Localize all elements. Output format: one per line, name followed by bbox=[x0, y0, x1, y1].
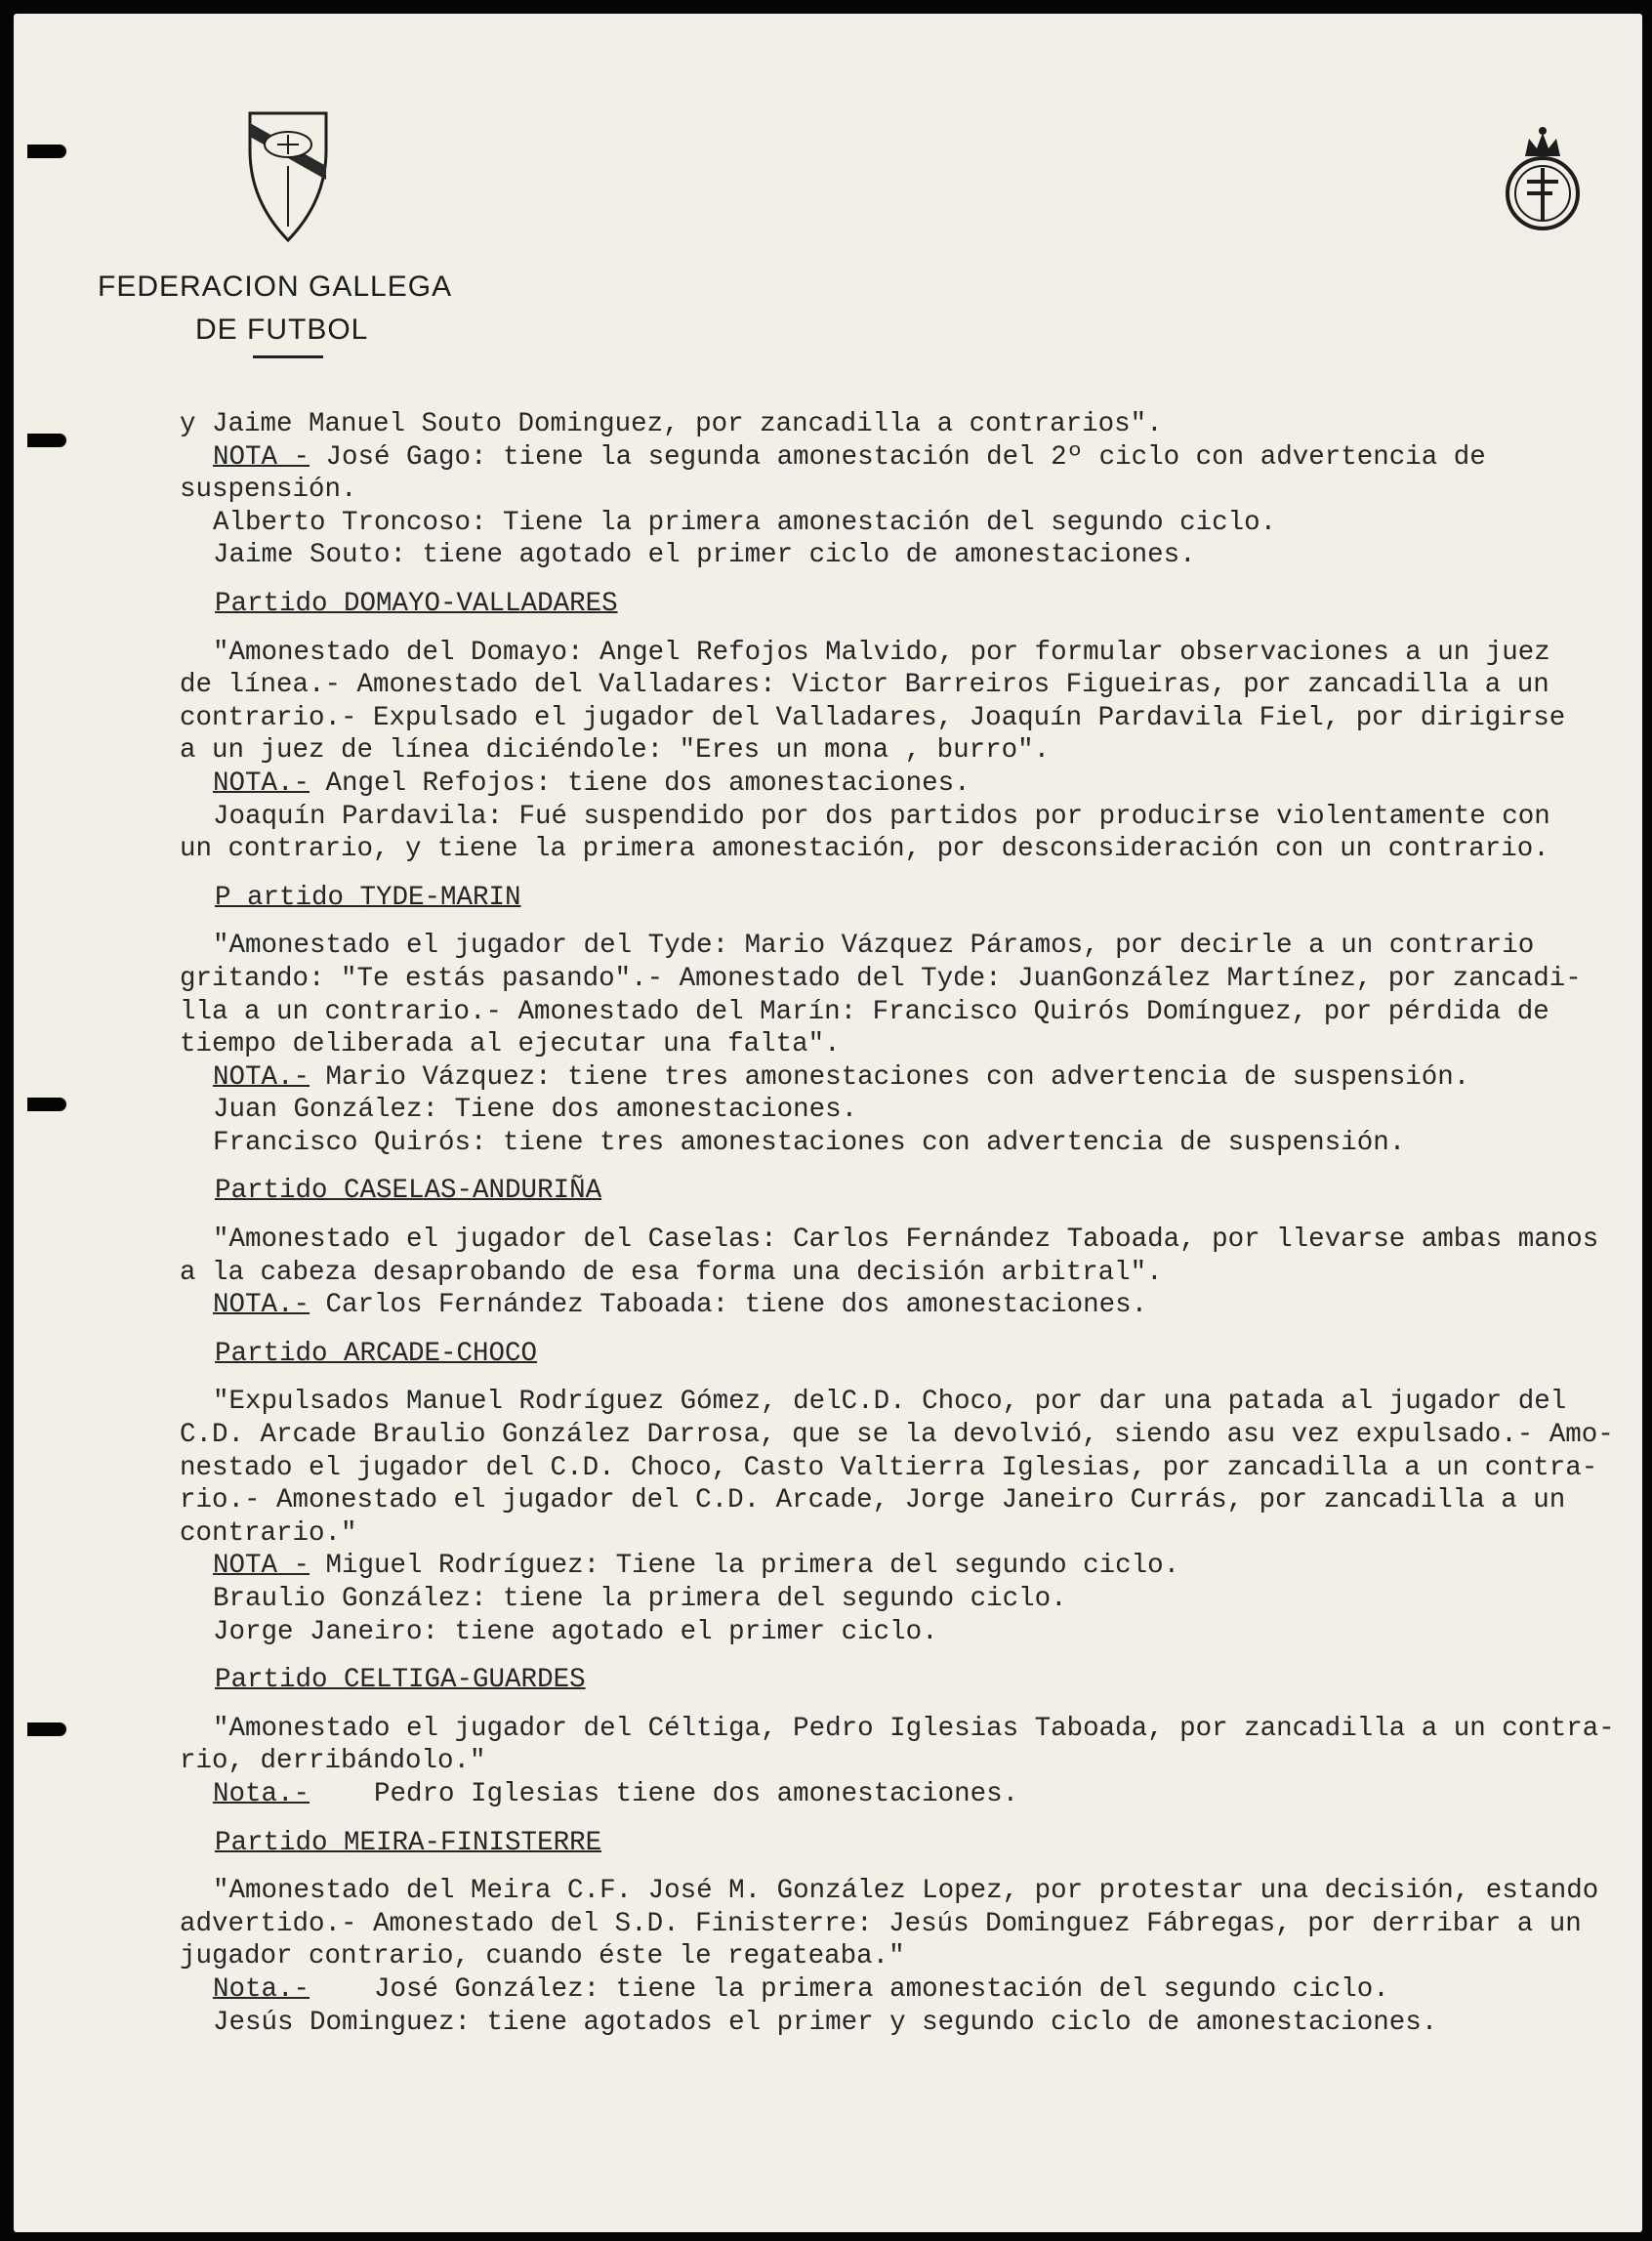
text-line: gritando: "Te estás pasando".- Amonestado del Tyde: JuanGonzález Martínez, por zancadi- bbox=[180, 963, 1582, 994]
text-line: un contrario, y tiene la primera amonestación, por desconsideración con un contrario. bbox=[180, 834, 1549, 865]
text-line: "Amonestado el jugador del Caselas: Carlos Fernández Taboada, por llevarse ambas manos bbox=[213, 1224, 1599, 1256]
document-body bbox=[180, 408, 1625, 2039]
match-teams: TYDE-MARIN bbox=[359, 882, 521, 913]
match-teams: DOMAYO-VALLADARES bbox=[344, 588, 618, 619]
text-line: Jesús Dominguez: tiene agotados el primer y segundo ciclo de amonestaciones. bbox=[213, 2007, 1438, 2038]
nota-text: Carlos Fernández Taboada: tiene dos amonestaciones. bbox=[310, 1290, 1148, 1321]
text-line: C.D. Arcade Braulio González Darrosa, que se la devolvió, siendo asu vez expulsado.- Amo- bbox=[180, 1420, 1614, 1451]
federation-name bbox=[98, 266, 488, 352]
text-line: rio, derribándolo." bbox=[180, 1746, 486, 1777]
text-line: Juan González: Tiene dos amonestaciones. bbox=[213, 1095, 858, 1126]
text-line: suspensión. bbox=[180, 475, 357, 506]
federation-name-line-2: DE FUTBOL bbox=[195, 313, 369, 346]
text-line: "Amonestado del Meira C.F. José M. González Lopez, por protestar una decisión, estando bbox=[213, 1876, 1599, 1907]
document-page bbox=[14, 14, 1642, 2232]
nota-line bbox=[180, 1061, 1625, 1095]
match-teams: CELTIGA-GUARDES bbox=[344, 1665, 586, 1696]
match-heading bbox=[180, 882, 1625, 915]
match-teams: ARCADE-CHOCO bbox=[344, 1338, 538, 1369]
nota-text: Pedro Iglesias tiene dos amonestaciones. bbox=[310, 1778, 1019, 1809]
match-heading-text: Partido bbox=[215, 1827, 345, 1858]
match-heading bbox=[180, 1175, 1625, 1208]
text-line: contrario." bbox=[180, 1517, 357, 1549]
text-line: Braulio González: tiene la primera del segundo ciclo. bbox=[213, 1584, 1067, 1614]
nota-text: Miguel Rodríguez: Tiene la primera del segundo ciclo. bbox=[310, 1551, 1180, 1582]
text-line: tiempo deliberada al ejecutar una falta". bbox=[180, 1029, 841, 1060]
nota-label: Nota.- bbox=[213, 1973, 310, 2005]
spanish-federation-emblem bbox=[1502, 125, 1584, 236]
text-line: a la cabeza desaprobando de esa forma una decisión arbitral". bbox=[180, 1257, 1163, 1288]
text-line: Francisco Quirós: tiene tres amonestaciones con advertencia de suspensión. bbox=[213, 1127, 1406, 1158]
nota-text: José González: tiene la primera amonestación del segundo ciclo. bbox=[310, 1973, 1389, 2005]
match-heading-text: Partido bbox=[215, 588, 345, 619]
text-line: Alberto Troncoso: Tiene la primera amonestación del segundo ciclo. bbox=[213, 507, 1277, 538]
nota-label: NOTA.- bbox=[213, 768, 310, 799]
federation-shield-logo bbox=[244, 107, 332, 244]
nota-text: Angel Refojos: tiene dos amonestaciones. bbox=[310, 768, 971, 799]
text-line: "Expulsados Manuel Rodríguez Gómez, delC.D. Choco, por dar una patada al jugador del bbox=[213, 1387, 1567, 1418]
nota-line bbox=[180, 441, 1625, 475]
match-heading bbox=[180, 1827, 1625, 1860]
binder-hole bbox=[27, 1722, 66, 1736]
header-divider bbox=[253, 355, 323, 358]
nota-label: NOTA - bbox=[213, 1551, 310, 1582]
match-heading bbox=[180, 1664, 1625, 1697]
match-heading bbox=[180, 1338, 1625, 1371]
nota-line bbox=[180, 1289, 1625, 1322]
match-heading-text: Partido bbox=[215, 1176, 345, 1207]
nota-label: NOTA - bbox=[213, 441, 310, 473]
match-heading-text: Partido bbox=[215, 1338, 345, 1369]
match-teams: MEIRA-FINISTERRE bbox=[344, 1827, 602, 1858]
binder-hole bbox=[27, 1098, 66, 1111]
nota-line bbox=[180, 1973, 1625, 2007]
match-heading bbox=[180, 588, 1625, 621]
text-line: Joaquín Pardavila: Fué suspendido por dos partidos por producirse violentamente con bbox=[213, 801, 1550, 832]
nota-label: NOTA.- bbox=[213, 1061, 310, 1093]
binder-hole bbox=[27, 145, 66, 158]
text-line: advertido.- Amonestado del S.D. Finisterre: Jesús Dominguez Fábregas, por derribar a un bbox=[180, 1908, 1582, 1939]
nota-label: NOTA.- bbox=[213, 1290, 310, 1321]
match-heading-text: P artido bbox=[215, 882, 360, 913]
text-line: lla a un contrario.- Amonestado del Marín: Francisco Quirós Domínguez, por pérdida de bbox=[180, 996, 1549, 1027]
text-line: "Amonestado del Domayo: Angel Refojos Malvido, por formular observaciones a un juez bbox=[213, 637, 1550, 668]
text-line: y Jaime Manuel Souto Dominguez, por zancadilla a contrarios". bbox=[180, 409, 1163, 439]
text-line: Jorge Janeiro: tiene agotado el primer ciclo. bbox=[213, 1616, 938, 1647]
text-line: Jaime Souto: tiene agotado el primer ciclo de amonestaciones. bbox=[213, 540, 1196, 571]
federation-name-line-1: FEDERACION GALLEGA bbox=[98, 270, 453, 303]
nota-line bbox=[180, 1778, 1625, 1811]
text-line: "Amonestado el jugador del Céltiga, Pedro Iglesias Taboada, por zancadilla a un contra- bbox=[213, 1713, 1615, 1744]
text-line: jugador contrario, cuando éste le regateaba." bbox=[180, 1941, 905, 1972]
text-line: nestado el jugador del C.D. Choco, Casto Valtierra Iglesias, por zancadilla a un contra- bbox=[180, 1452, 1598, 1483]
binder-hole bbox=[27, 434, 66, 447]
match-heading-text: Partido bbox=[215, 1665, 345, 1696]
text-line: de línea.- Amonestado del Valladares: Victor Barreiros Figueiras, por zancadilla a un bbox=[180, 670, 1549, 701]
nota-line bbox=[180, 768, 1625, 801]
text-line: "Amonestado el jugador del Tyde: Mario Vázquez Páramos, por decirle a un contrario bbox=[213, 931, 1535, 962]
nota-line bbox=[180, 1550, 1625, 1583]
text-line: contrario.- Expulsado el jugador del Valladares, Joaquín Pardavila Fiel, por dirigirse bbox=[180, 702, 1566, 733]
match-teams: CASELAS-ANDURIÑA bbox=[344, 1176, 602, 1207]
nota-text: José Gago: tiene la segunda amonestación del 2º ciclo con advertencia de bbox=[310, 441, 1486, 473]
nota-label: Nota.- bbox=[213, 1778, 310, 1809]
nota-text: Mario Vázquez: tiene tres amonestaciones con advertencia de suspensión. bbox=[310, 1061, 1470, 1093]
text-line: rio.- Amonestado el jugador del C.D. Arcade, Jorge Janeiro Currás, por zancadilla a un bbox=[180, 1485, 1566, 1516]
text-line: a un juez de línea diciéndole: "Eres un mona , burro". bbox=[180, 735, 1051, 767]
